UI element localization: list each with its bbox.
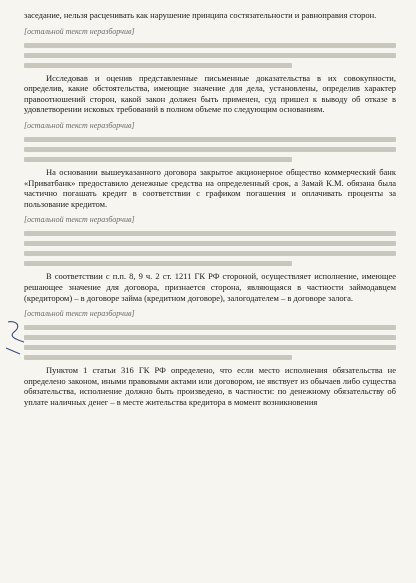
illegible-line — [24, 325, 396, 330]
illegible-line — [24, 157, 292, 162]
illegible-block-3 — [24, 215, 396, 266]
opening-paragraph: заседание, нельзя расценивать как нарушение принципа состязательности и равноправия сторон. — [24, 10, 377, 20]
illegible-line — [24, 147, 396, 152]
illegible-line — [24, 137, 396, 142]
illegible-line — [24, 345, 396, 350]
illegible-block-1 — [24, 27, 396, 68]
bank-paragraph: На основании вышеуказанного договора закрытое акционерное общество коммерческий банк «Приватбанк» предоставило денежные средства на определенный срок, а Замай К.М. обязана была частично погашать кредит в соответствии с графиком погашения и оплачивать проценты за пользование кредитом. — [24, 166, 396, 209]
illegible-block-4 — [24, 309, 396, 360]
illegible-note: [остальной текст неразборчив] — [24, 26, 135, 36]
illegible-note: [остальной текст неразборчив] — [24, 120, 135, 130]
illegible-line — [24, 231, 396, 236]
illegible-line — [24, 355, 292, 360]
illegible-line — [24, 241, 396, 246]
illegible-line — [24, 43, 396, 48]
contract-law-paragraph: В соответствии с п.п. 8, 9 ч. 2 ст. 1211 ГК РФ стороной, осуществляет исполнение, имеющее решающее значение для договора, признается сторона, являющаяся в частности займодавцем (кредитором) – в договоре займа (кредитном договоре), залогодателем – в договоре залога. — [24, 271, 396, 303]
illegible-line — [24, 53, 396, 58]
illegible-line — [24, 251, 396, 256]
illegible-note: [остальной текст неразборчив] — [24, 215, 135, 225]
illegible-line — [24, 63, 292, 68]
illegible-line — [24, 261, 292, 266]
illegible-note: [остальной текст неразборчив] — [24, 309, 135, 319]
final-paragraph: Пунктом 1 статьи 316 ГК РФ определено, что если место исполнения обязательства не определено законом, иными правовыми актами или договором, не явствует из обычаев либо существа обязательства, исполнение должно быть произведено, в частности: по денежному обязательству об уплате наличных денег – в месте жительства кредитора в момент возникновения — [24, 365, 396, 407]
illegible-line — [24, 335, 396, 340]
illegible-block-2 — [24, 121, 396, 162]
establishing-paragraph: Исследовав и оценив представленные письменные доказательства в их совокупности, определив, какие обстоятельства, имеющие значение для дела, установлены, определив характер правоотношений сторон, какой закон должен быть применен, суд пришел к выводу об отказе в удовлетворении исковых требований в полном объеме по следующим основаниям. — [24, 72, 396, 115]
